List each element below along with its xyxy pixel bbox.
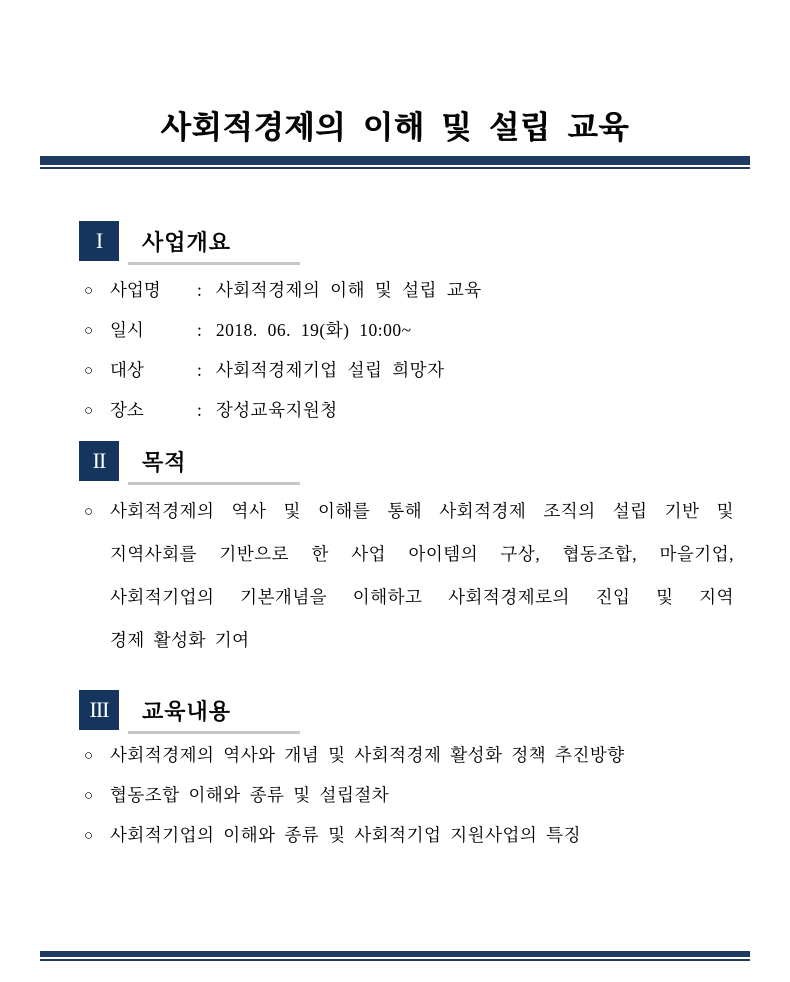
item-value: 2018. 06. 19(화) 10:00~ <box>215 320 412 340</box>
item-label: 사업명 <box>110 280 161 300</box>
item-colon: : <box>197 320 202 340</box>
title-rule-thin-bar <box>40 167 750 169</box>
item-label: 일시 <box>110 320 144 340</box>
section-purpose-header <box>79 441 187 481</box>
list-item-text: 협동조합 이해와 종류 및 설립절차 <box>110 785 390 805</box>
section-purpose-heading-underline <box>128 482 300 485</box>
overview-item-place <box>84 398 744 424</box>
bullet-circle-icon: ○ <box>84 283 94 299</box>
contents-list-item <box>84 743 744 769</box>
bullet-circle-icon: ○ <box>84 788 94 804</box>
section-contents-heading-underline <box>128 731 300 734</box>
section-contents-header <box>79 690 231 730</box>
contents-list-item <box>84 823 744 849</box>
paragraph-text: 사회적경제의 역사 및 이해를 통해 사회적경제 조직의 설립 기반 및 <box>110 501 734 521</box>
bullet-circle-icon: ○ <box>84 748 94 764</box>
paragraph-text: 지역사회를 기반으로 한 사업 아이템의 구상, 협동조합, 마을기업, <box>110 544 734 564</box>
item-colon: : <box>197 360 202 380</box>
section-overview-heading: 사업개요 <box>142 229 232 255</box>
section-contents-numeral: III <box>89 697 109 722</box>
item-value: 사회적경제기업 설립 희망자 <box>215 360 445 380</box>
footer-rule-thin-bar <box>40 959 750 961</box>
section-purpose-numeral: II <box>92 448 106 473</box>
section-purpose-heading: 목적 <box>142 449 187 475</box>
section-overview-heading-underline <box>128 262 300 265</box>
bullet-circle-icon: ○ <box>84 504 94 520</box>
purpose-paragraph-line <box>84 498 734 525</box>
section-contents-heading: 교육내용 <box>142 698 232 724</box>
item-colon: : <box>197 400 202 420</box>
title-rule <box>40 156 750 169</box>
overview-item-project-name <box>84 278 744 304</box>
item-value: 사회적경제의 이해 및 설립 교육 <box>215 280 482 300</box>
paragraph-text: 사회적기업의 기본개념을 이해하고 사회적경제로의 진입 및 지역 <box>110 587 734 607</box>
item-colon: : <box>197 280 202 300</box>
section-overview-numeral: I <box>95 228 103 253</box>
list-item-text: 사회적기업의 이해와 종류 및 사회적기업 지원사업의 특징 <box>110 825 581 845</box>
section-overview-numeral-box <box>79 221 119 261</box>
item-label: 대상 <box>110 360 144 380</box>
list-item-text: 사회적경제의 역사와 개념 및 사회적경제 활성화 정책 추진방향 <box>110 745 625 765</box>
purpose-paragraph-line <box>110 541 734 567</box>
bullet-circle-icon: ○ <box>84 323 94 339</box>
title-rule-thick-bar <box>40 156 750 165</box>
paragraph-text: 경제 활성화 기여 <box>110 630 250 650</box>
section-overview-header <box>79 221 231 261</box>
footer-rule <box>40 951 750 961</box>
purpose-paragraph-line <box>110 584 734 610</box>
section-purpose-numeral-box <box>79 441 119 481</box>
bullet-circle-icon: ○ <box>84 828 94 844</box>
purpose-paragraph-line <box>110 627 734 653</box>
contents-list-item <box>84 783 744 809</box>
section-contents-numeral-box <box>79 690 119 730</box>
overview-item-datetime <box>84 318 744 344</box>
bullet-circle-icon: ○ <box>84 403 94 419</box>
item-value: 장성교육지원청 <box>215 400 338 420</box>
overview-item-target <box>84 358 744 384</box>
bullet-circle-icon: ○ <box>84 363 94 379</box>
document-title: 사회적경제의 이해 및 설립 교육 <box>160 110 630 145</box>
item-label: 장소 <box>110 400 144 420</box>
